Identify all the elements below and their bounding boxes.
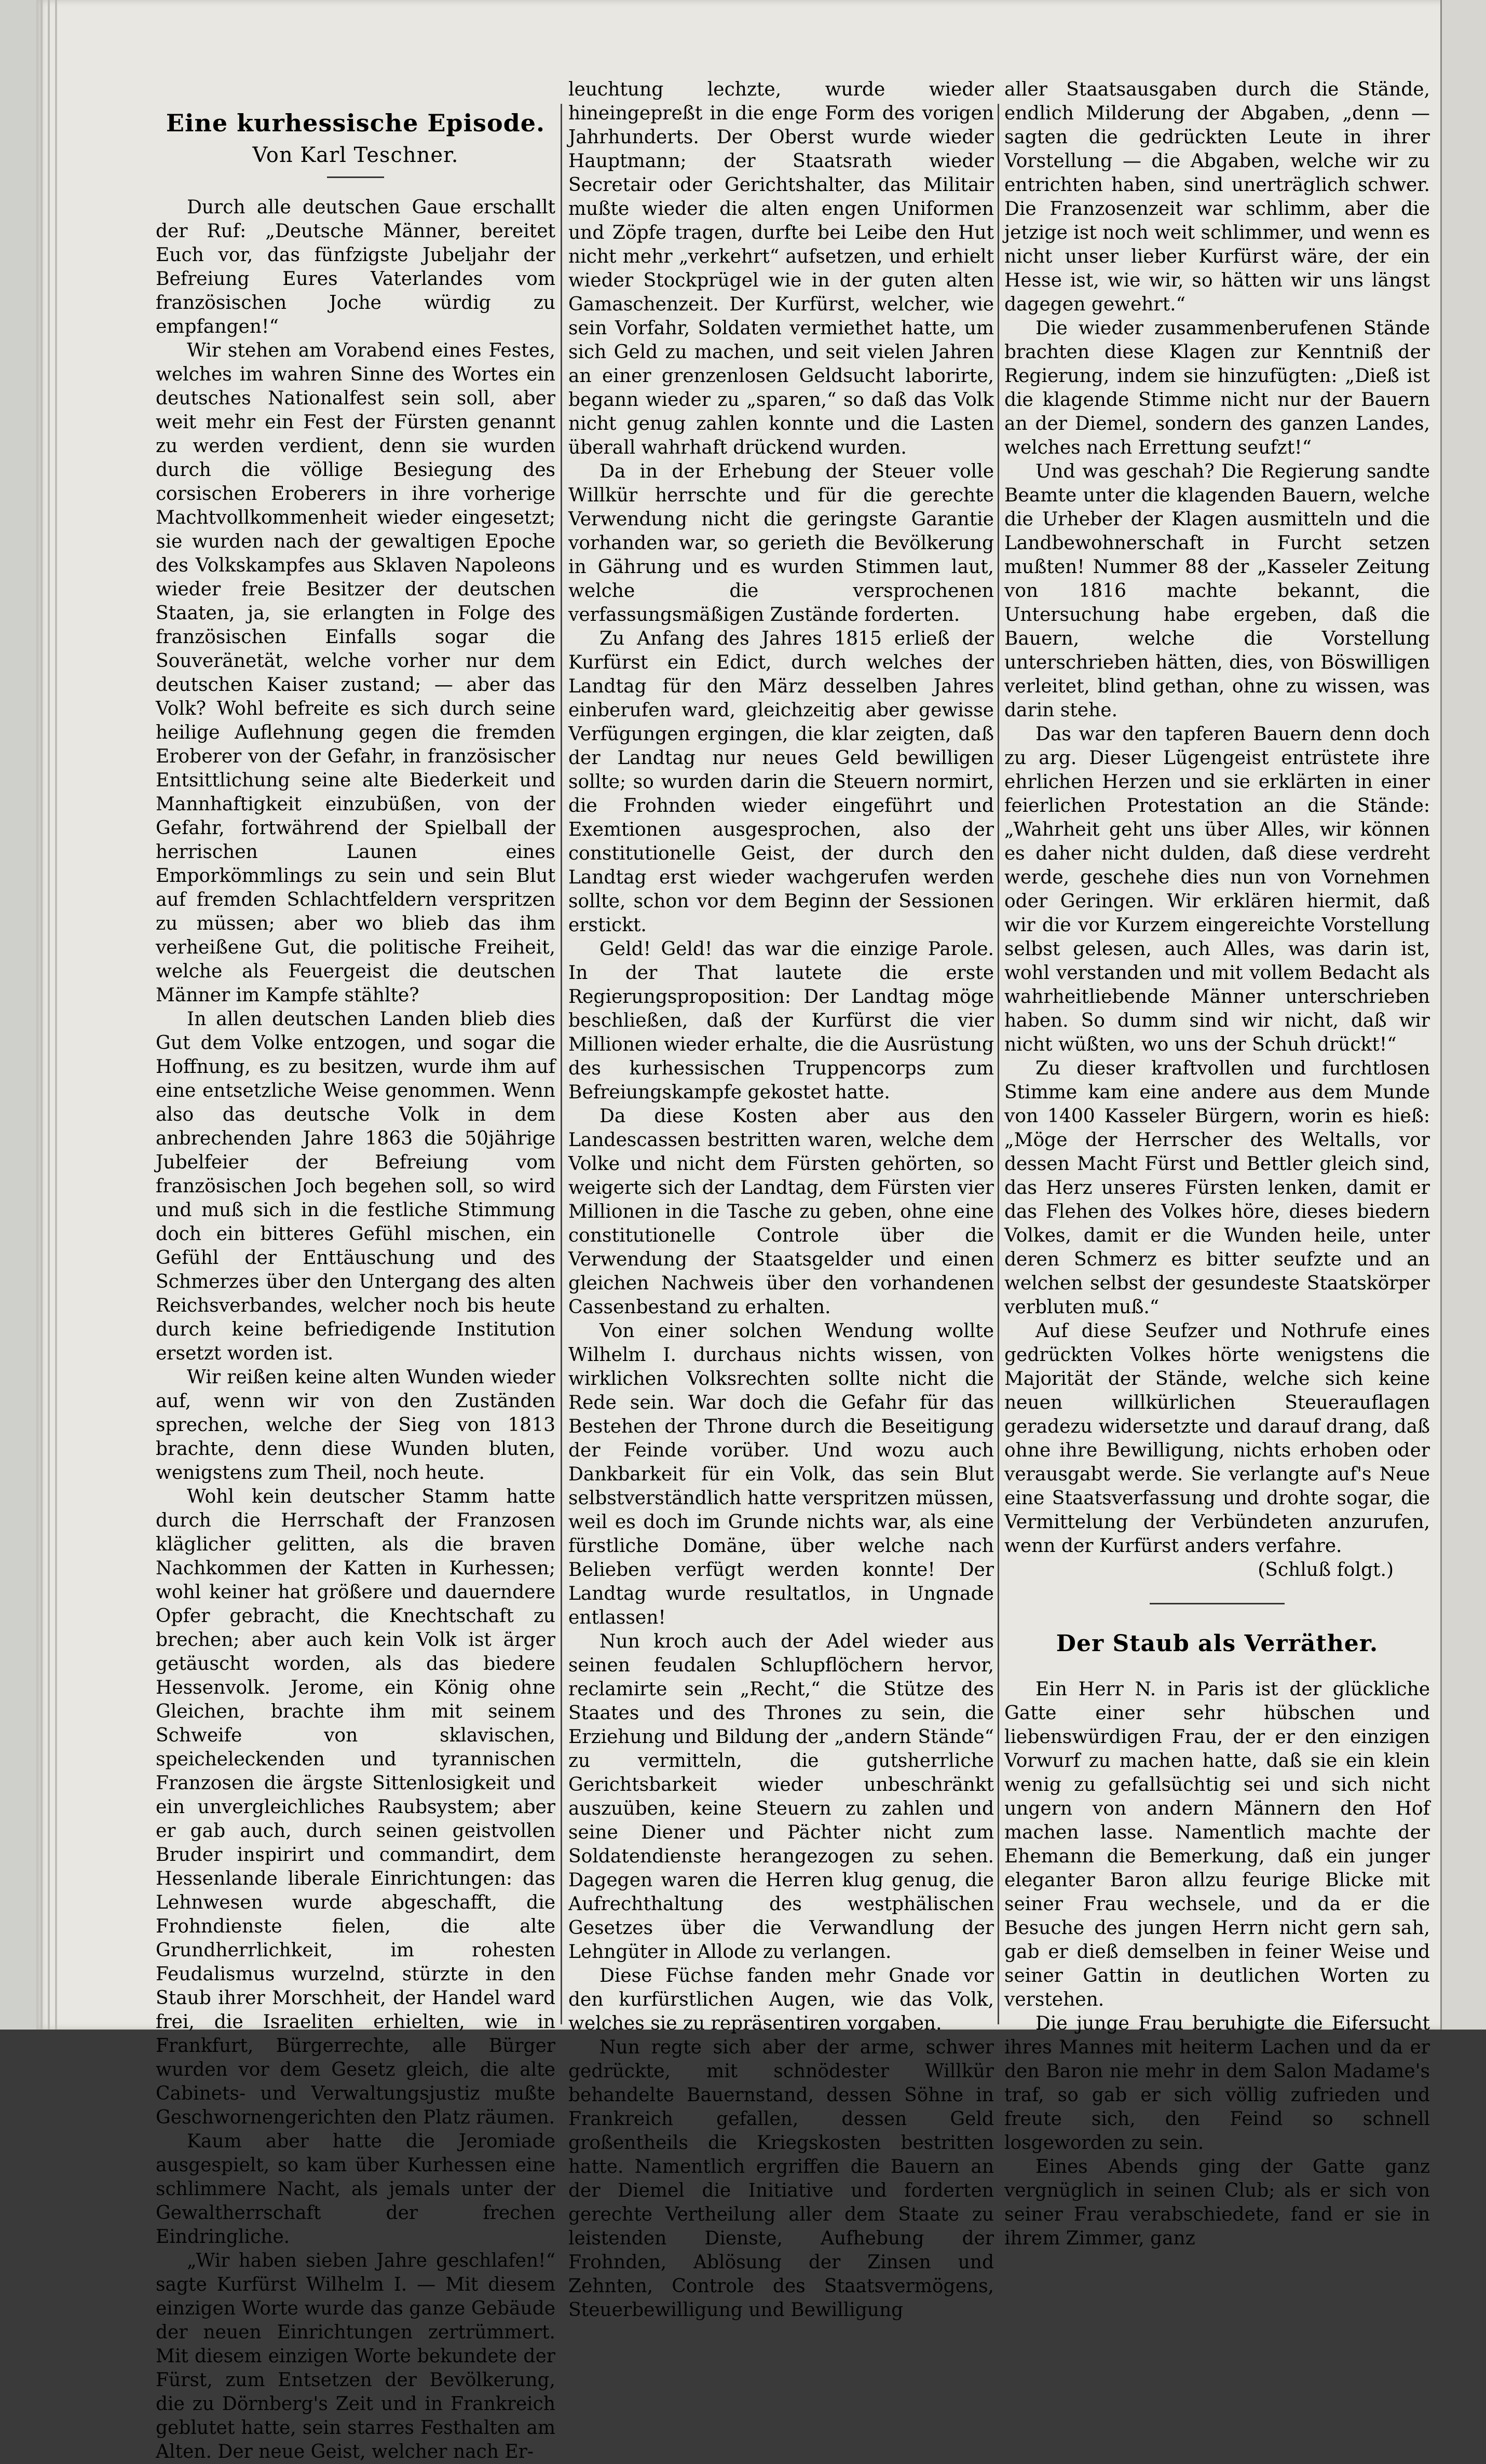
column-rule — [998, 104, 999, 2024]
paragraph: Wir stehen am Vorabend eines Festes, welches im wahren Sinne des Wortes ein deutsches Nationalfest sein soll, aber weit mehr ein Fest der Fürsten genannt zu werden verdient, denn sie wurden durch die völlige Besiegung des corsischen Eroberers in ihre vorherige Machtvollkommenheit wieder eingesetzt; sie wurden nach der gewaltigen Epoche des Volkskampfes aus Sklaven Napoleons wieder freie Besitzer der deutschen Staaten, ja, sie erlangten in Folge des französischen Einfalls sogar die Souveränetät, welche vorher nur dem deutschen Kaiser zustand; — aber das Volk? Wohl befreite es sich durch seine heilige Auflehnung gegen die fremden Eroberer von der Gefahr, in französischer Entsittlichung seine alte Biederkeit und Mannhaftigkeit einzubüßen, von der Gefahr, fortwährend der Spielball der herrischen Launen eines Emporkömmlings zu sein und sein Blut auf fremden Schlachtfeldern verspritzen zu müssen; aber wo blieb das ihm verheißene Gut, die politische Freiheit, welche als Feuergeist die deutschen Männer im Kampfe stählte? — [156, 340, 555, 1006]
paragraph: Kaum aber hatte die Jeromiade ausgespielt, so kam über Kurhessen eine schlimmere Nacht, als jemals unter der Gewaltherrschaft der frechen Eindringliche. — [156, 2131, 555, 2248]
column-3 — [1004, 78, 1430, 2249]
paragraph: Zu Anfang des Jahres 1815 erließ der Kurfürst ein Edict, durch welches der Landtag für den März desselben Jahres einberufen ward, gleichzeitig aber gewisse Verfügungen ergingen, die klar zeigten, daß der Landtag nur neues Geld bewilligen sollte; so wurden darin die Steuern normirt, die Frohnden wieder eingeführt und Exemtionen ausgesprochen, also der constitutionelle Geist, der durch den Landtag erst wieder wachgerufen werden sollte, schon vor dem Beginn der Sessionen erstickt. — [568, 628, 994, 936]
paragraph: Da diese Kosten aber aus den Landescassen bestritten waren, welche dem Volke und nicht dem Fürsten gehörten, so weigerte sich der Landtag, dem Fürsten vier Millionen in die Tasche zu geben, ohne eine constitutionelle Controle über die Verwendung der Staatsgelder und einen gleichen Nachweis über den vorhandenen Cassenbestand zu erhalten. — [568, 1106, 994, 1318]
title-rule — [327, 176, 384, 178]
paragraph: Die junge Frau beruhigte die Eifersucht ihres Mannes mit heiterm Lachen und da er den Baron nie mehr in dem Salon Madame's traf, so gab er sich völlig zufrieden und freute sich, den Feind so schnell losgeworden zu sein. — [1004, 2013, 1430, 2154]
paragraph: „Wir haben sieben Jahre geschlafen!“ sagte Kurfürst Wilhelm I. — Mit diesem einzigen Worte wurde das ganze Gebäude der neuen Einrichtungen zertrümmert. Mit diesem einzigen Worte bekundete der Fürst, zum Entsetzen der Bevölkerung, die zu Dörnberg's Zeit und in Frankreich geblutet hatte, sein starres Festhalten am Alten. Der neue Geist, welcher nach Er- — [156, 2250, 555, 2462]
paragraph: Nun kroch auch der Adel wieder aus seinen feudalen Schlupflöchern hervor, reclamirte sein „Recht,“ die Stütze des Staates und des Thrones zu sein, die Erziehung und Bildung der „andern Stände“ zu vermitteln, die gutsherrliche Gerichtsbarkeit wieder unbeschränkt auszuüben, keine Steuern zu zahlen und seine Diener und Pächter nicht zum Soldatendienste herangezogen zu sehen. Dagegen waren die Herren klug genug, die Aufrechthaltung des westphälischen Gesetzes über die Verwandlung der Lehngüter in Allode zu verlangen. — [568, 1631, 994, 1963]
paragraph: Von einer solchen Wendung wollte Wilhelm I. durchaus nichts wissen, von wirklichen Volksrechten sollte nicht die Rede sein. War doch die Gefahr für das Bestehen der Throne durch die Beseitigung der Feinde vorüber. Und wozu auch Dankbarkeit für ein Volk, das sein Blut selbstverständlich hatte verspritzen müssen, weil es doch im Grunde nichts war, als eine fürstliche Domäne, über welche nach Belieben verfügt werden konnte! Der Landtag wurde resultatlos, in Ungnade entlassen! — [568, 1321, 994, 1628]
book-edge-left — [0, 0, 36, 2030]
paragraph: Auf diese Seufzer und Nothrufe eines gedrückten Volkes hörte wenigstens die Majorität der Stände, welche sich keine neuen willkürlichen Steuerauflagen geradezu widersetzte und darauf drang, daß ohne ihre Bewilligung, nichts erhoben oder verausgabt werde. Sie verlangte auf's Neue eine Staatsverfassung und drohte sogar, die Vermittelung der Verbündeten anzurufen, wenn der Kurfürst anders verfahre. — [1004, 1321, 1430, 1557]
paragraph: Wohl kein deutscher Stamm hatte durch die Herrschaft der Franzosen kläglicher gelitten, als die braven Nachkommen der Katten in Kurhessen; wohl keiner hat größere und dauerndere Opfer gebracht, die Knechtschaft zu brechen; aber auch kein Volk ist ärger getäuscht worden, als das biedere Hessenvolk. Jerome, ein König ohne Gleichen, brachte ihm mit seinem Schweife von sklavischen, speicheleckenden und tyrannischen Franzosen die ärgste Sittenlosigkeit und ein unvergleichliches Raubsystem; aber er gab auch, durch seinen geistvollen Bruder inspirirt und commandirt, dem Hessenlande liberale Einrichtungen: das Lehnwesen wurde abgeschafft, die Frohndienste fielen, die alte Grundherrlichkeit, im rohesten Feudalismus wurzelnd, stürzte in den Staub ihrer Morschheit, der Handel ward frei, die Israeliten erhielten, wie in Frankfurt, Bürgerrechte, alle Bürger wurden vor dem Gesetz gleich, die alte Cabinets- und Verwaltungsjustiz mußte Geschwornengerichten den Platz räumen. — [156, 1486, 555, 2128]
next-page-strip — [1440, 0, 1486, 2030]
paragraph: Eines Abends ging der Gatte ganz vergnüglich in seinen Club; als er sich von seiner Frau verabschiedete, fand er sie in ihrem Zimmer, ganz — [1004, 2156, 1430, 2249]
article-byline: Von Karl Teschner. — [252, 143, 459, 167]
page-stack-line — [48, 0, 50, 2030]
article-title: Eine kurhessische Episode. — [166, 109, 546, 137]
paragraph: Durch alle deutschen Gaue erschallt der Ruf: „Deutsche Männer, bereitet Euch vor, das fünfzigste Jubeljahr der Befreiung Eures Vaterlandes vom französischen Joche würdig zu empfangen!“ — [156, 197, 555, 337]
paragraph: Ein Herr N. in Paris ist der glückliche Gatte einer sehr hübschen und liebenswürdigen Frau, der er den einzigen Vorwurf zu machen hatte, daß sie ein klein wenig zu gefallsüchtig sei und sich nicht ungern von andern Männern den Hof machen lasse. Namentlich machte der Ehemann die Bemerkung, daß ein junger eleganter Baron allzu feurige Blicke mit seiner Frau wechsele, und da er die Besuche des jungen Herrn nicht gern sah, gab er dieß demselben in feiner Weise und seiner Gattin in deutlichen Worten zu verstehen. — [1004, 1679, 1430, 2010]
continued-note: (Schluß folgt.) — [1258, 1559, 1394, 1581]
paragraph: Nun regte sich aber der arme, schwer gedrückte, mit schnödester Willkür behandelte Bauernstand, dessen Söhne in Frankreich gefallen, dessen Geld großentheils die Kriegskosten bestritten hatte. Namentlich ergriffen die Bauern an der Diemel die Initiative und forderten gerechte Vertheilung aller dem Staate zu leistenden Dienste, Aufhebung der Frohnden, Ablösung der Zinsen und Zehnten, Controle des Staatsvermögens, Steuerbewilligung und Bewilligung — [568, 2037, 994, 2321]
page-stack-line — [40, 0, 43, 2030]
article-title: Der Staub als Verräther. — [1056, 1630, 1379, 1657]
article-separator — [1150, 1603, 1285, 1604]
column-rule — [561, 104, 562, 2024]
paragraph: Geld! Geld! das war die einzige Parole. In der That lautete die erste Regierungsproposition: Der Landtag möge beschließen, daß der Kurfürst die vier Millionen wieder erhalte, die die Ausrüstung des kurhessischen Truppencorps zum Befreiungskampfe gekostet hatte. — [568, 938, 994, 1103]
paragraph: Und was geschah? Die Regierung sandte Beamte unter die klagenden Bauern, welche die Urheber der Klagen ausmitteln und die Landbewohnerschaft in Furcht setzen mußten! Nummer 88 der „Kasseler Zeitung von 1816 machte bekannt, die Untersuchung habe ergeben, daß die Bauern, welche die Vorstellung unterschrieben hätten, dies, von Böswilligen verleitet, blind gethan, ohne zu wissen, was darin stehe. — [1004, 461, 1430, 721]
paragraph: aller Staatsausgaben durch die Stände, endlich Milderung der Abgaben, „denn — sagten die gedrückten Leute in ihrer Vorstellung — die Abgaben, welche wir zu entrichten haben, sind unerträglich schwer. Die Franzosenzeit war schlimm, aber die jetzige ist noch weit schlimmer, und wenn es nicht unser lieber Kurfürst wäre, der ein Hesse ist, wie wir, so hätten wir uns längst dagegen gewehrt.“ — [1004, 79, 1430, 315]
paragraph: Zu dieser kraftvollen und furchtlosen Stimme kam eine andere aus dem Munde von 1400 Kasseler Bürgern, worin es hieß: „Möge der Herrscher des Weltalls, vor dessen Macht Fürst und Bettler gleich sind, das Herz unseres Fürsten lenken, damit er das Flehen des Volkes höre, dieses biedern Volkes, damit er die Wunden heile, unter deren Schmerz es bitter seufzte und an welchen selbst der gesundeste Staatskörper verbluten muß.“ — [1004, 1058, 1430, 1318]
paragraph: Die wieder zusammenberufenen Stände brachten diese Klagen zur Kenntniß der Regierung, indem sie hinzufügten: „Dieß ist die klagende Stimme nicht nur der Bauern an der Diemel, sondern des ganzen Landes, welches nach Errettung seufzt!“ — [1004, 318, 1430, 458]
page-stack-line — [55, 0, 57, 2030]
paragraph: Das war den tapferen Bauern denn doch zu arg. Dieser Lügengeist entrüstete ihre ehrlichen Herzen und sie erklärten in einer feierlichen Protestation an die Stände: „Wahrheit geht uns über Alles, wir können es daher nicht dulden, daß diese verdreht werde, geschehe dies nun von Vornehmen oder Geringen. Wir erklären hiermit, daß wir die vor Kurzem eingereichte Vorstellung selbst gelesen, auch Alles, was darin ist, wohl verstanden und mit vollem Bedacht als wahrheitliebende Männer unterschrieben haben. So dumm sind wir nicht, daß wir nicht wüßten, wo uns der Schuh drückt!“ — [1004, 724, 1430, 1055]
paragraph: In allen deutschen Landen blieb dies Gut dem Volke entzogen, und sogar die Hoffnung, es zu besitzen, wurde ihm auf eine entsetzliche Weise genommen. Wenn also das deutsche Volk in dem anbrechenden Jahre 1863 die 50jährige Jubelfeier der Befreiung vom französischen Joch begehen soll, so wird und muß sich in die festliche Stimmung doch ein bitteres Gefühl mischen, ein Gefühl der Enttäuschung und des Schmerzes über den Untergang des alten Reichsverbandes, welcher noch bis heute durch keine befriedigende Institution ersetzt worden ist. — [156, 1009, 555, 1364]
column-1 — [156, 78, 555, 2462]
paragraph: Diese Füchse fanden mehr Gnade vor den kurfürstlichen Augen, wie das Volk, welches sie zu repräsentiren vorgaben. — [568, 1965, 994, 2034]
paragraph: Da in der Erhebung der Steuer volle Willkür herrschte und für die gerechte Verwendung nicht die geringste Garantie vorhanden war, so gerieth die Bevölkerung in Gährung und es wurden Stimmen laut, welche die versprochenen verfassungsmäßigen Zustände forderten. — [568, 461, 994, 625]
paragraph: Wir reißen keine alten Wunden wieder auf, wenn wir von den Zuständen sprechen, welche der Sieg von 1813 brachte, denn diese Wunden bluten, wenigstens zum Theil, noch heute. — [156, 1367, 555, 1483]
paragraph: leuchtung lechzte, wurde wieder hineingepreßt in die enge Form des vorigen Jahrhunderts. Der Oberst wurde wieder Hauptmann; der Staatsrath wieder Secretair oder Gerichtshalter, das Militair mußte wieder die alten engen Uniformen und Zöpfe tragen, durfte bei Leibe den Hut nicht mehr „verkehrt“ aufsetzen, und erhielt wieder Stockprügel wie in der guten alten Gamaschenzeit. Der Kurfürst, welcher, wie sein Vorfahr, Soldaten vermiethet hatte, um sich Geld zu machen, und seit vielen Jahren an einer grenzenlosen Geldsucht laborirte, begann wieder zu „sparen,“ so daß das Volk nicht genug zahlen konnte und die Lasten überall wahrhaft drückend wurden. — [568, 79, 994, 458]
column-2 — [568, 78, 994, 2321]
